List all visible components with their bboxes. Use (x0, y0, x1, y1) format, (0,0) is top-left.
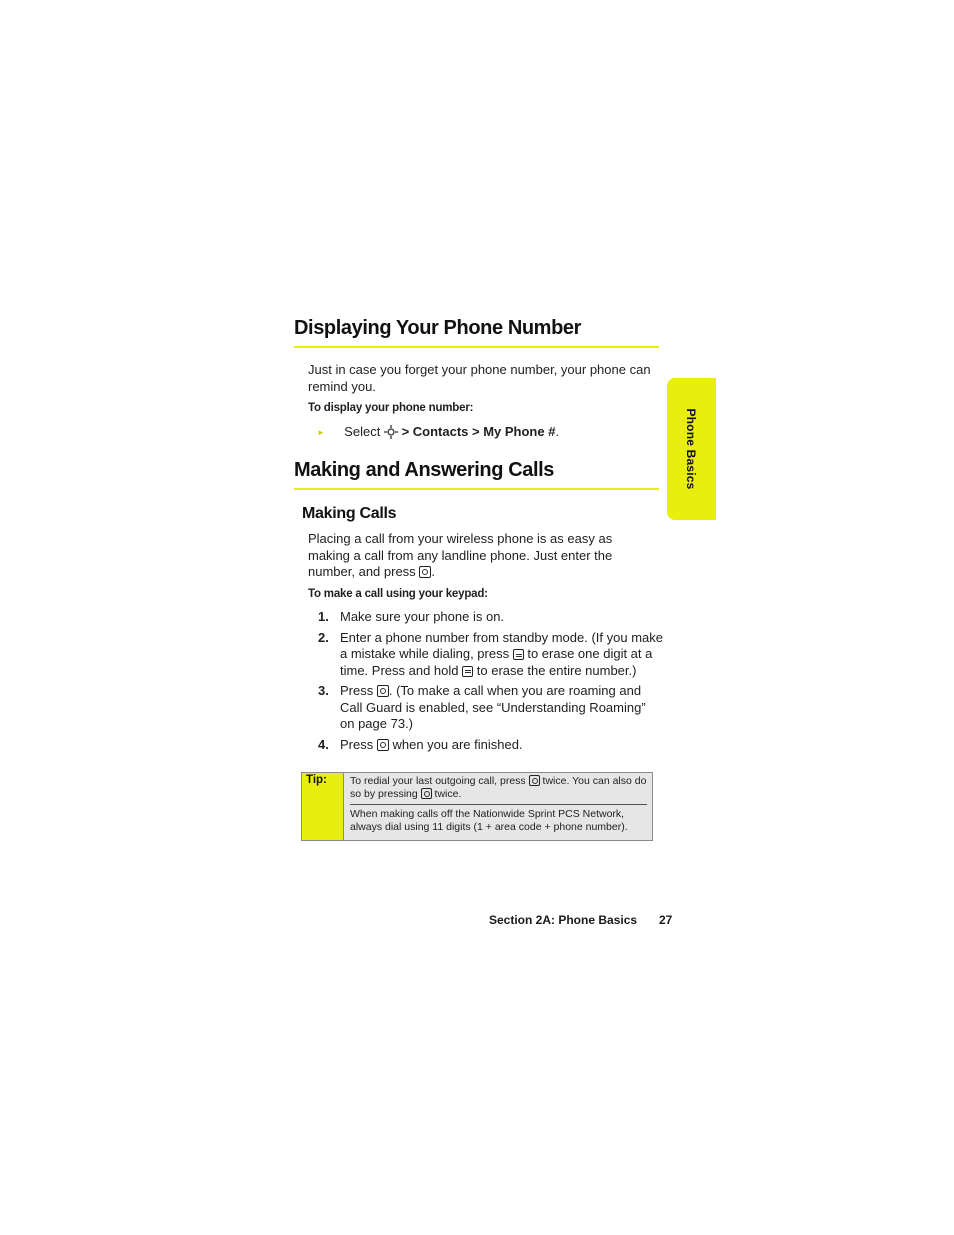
speaker-key-icon (421, 788, 432, 799)
tip-text-part: twice. (434, 788, 462, 800)
tip-box (301, 772, 653, 841)
step-text: when you are finished. (392, 736, 523, 752)
intro-paragraph: Just in case you forget your phone number, your phone can remind you. (308, 362, 651, 394)
step-number: 2. (318, 629, 329, 645)
talk-key-icon (377, 685, 389, 697)
step-number: 4. (318, 736, 329, 752)
section-side-tab (667, 378, 716, 520)
end-key-icon (377, 739, 389, 751)
back-key-icon (513, 649, 524, 660)
step-text: Enter a phone number from standby mode. (If you make a mistake while dialing, press (340, 629, 664, 661)
tip-text-network: When making calls off the Nationwide Sprint PCS Network, always dial using 11 digits (1 + area code + phone number). (350, 808, 628, 833)
tip-divider (350, 804, 647, 805)
step-text: to erase the entire number.) (476, 662, 637, 678)
talk-key-icon (529, 775, 540, 786)
footer-page-number: 27 (659, 913, 673, 927)
making-calls-intro (308, 531, 653, 581)
keypad-instruction-label: To make a call using your keypad: (308, 588, 488, 600)
side-tab-label: Phone Basics (684, 408, 698, 490)
footer-section-label: Section 2A: Phone Basics (489, 913, 638, 927)
step-text: Press (340, 736, 374, 752)
tip-text-part: twice. You can also do so by pressing (350, 775, 647, 800)
step-text: Make sure your phone is on. (340, 609, 505, 624)
step-text: . (To make a call when you are roaming and Call Guard is enabled, see “Understanding Roaming” on page 73.) (340, 683, 646, 731)
step-number: 3. (318, 683, 329, 698)
subheading-making-calls: Making Calls (302, 505, 397, 522)
heading-rule-2 (294, 488, 659, 490)
step-4 (318, 737, 663, 754)
steps-list (318, 609, 663, 753)
heading-making-answering-calls: Making and Answering Calls (294, 459, 555, 481)
intro-end-period: . (431, 564, 435, 579)
menu-path: > Contacts > My Phone # (401, 424, 556, 439)
select-bullet (317, 424, 657, 443)
instruction-label: To display your phone number: (308, 402, 474, 414)
making-calls-intro-text: Placing a call from your wireless phone is as easy as making a call from any landline phone. Just enter the number, and press (308, 531, 613, 579)
back-key-icon (462, 666, 473, 677)
menu-path-period: . (555, 424, 560, 439)
navigation-key-icon (384, 425, 398, 439)
tip-label-cell (302, 773, 344, 840)
bullet-arrow-icon: ► (317, 428, 325, 437)
tip-text-part: To redial your last outgoing call, press (350, 775, 526, 787)
select-text: Select (344, 424, 381, 439)
tip-label: Tip: (306, 774, 327, 786)
step-text: Press (340, 683, 374, 698)
tip-text-redial (350, 775, 648, 801)
step-text: to erase one digit at a time. Press and hold (340, 646, 653, 678)
talk-key-icon (419, 566, 431, 578)
step-2 (318, 630, 663, 680)
heading-rule (294, 346, 659, 348)
step-1 (318, 609, 663, 626)
step-number: 1. (318, 609, 329, 624)
heading-displaying-phone-number: Displaying Your Phone Number (294, 317, 581, 339)
step-3 (318, 683, 663, 733)
